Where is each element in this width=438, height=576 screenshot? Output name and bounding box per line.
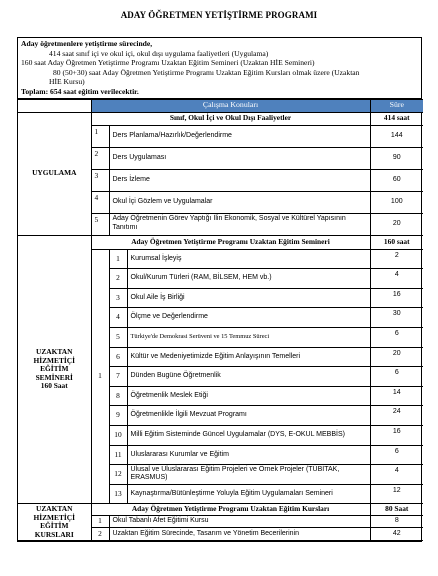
seminer-heading: Aday Öğretmen Yetiştirme Programı Uzaktan Eğitim Semineri <box>91 235 370 249</box>
row-hours: 20 <box>370 213 423 235</box>
row-text: Öğretmenlik Meslek Etiği <box>127 386 370 406</box>
row-hours: 60 <box>370 169 423 191</box>
uygulama-label: UYGULAMA <box>18 112 91 235</box>
row-text: Kültür ve Medeniyetimizde Eğitim Anlayışının Temelleri <box>127 347 370 367</box>
row-hours: 4 <box>370 269 423 289</box>
row-no: 13 <box>109 484 127 504</box>
row-no: 1 <box>91 516 109 528</box>
header-topics: Çalışma Konuları <box>91 99 370 112</box>
seminer-label <box>18 235 91 504</box>
row-hours: 16 <box>370 425 423 445</box>
row-hours: 16 <box>370 288 423 308</box>
row-no: 5 <box>109 327 127 347</box>
row-hours: 6 <box>370 327 423 347</box>
intro-line-2: 160 saat Aday Öğretmen Yetiştirme Programı Uzaktan Eğitim Semineri (Uzaktan HİE Semineri) <box>21 58 315 68</box>
kurs-label-line: UZAKTAN <box>36 504 73 514</box>
intro-line-4: HİE Kursu) <box>49 77 85 87</box>
uygulama-heading: Sınıf, Okul İçi ve Okul Dışı Faaliyetler <box>91 112 370 125</box>
seminer-total: 160 saat <box>370 235 423 249</box>
row-text: Aday Öğretmenin Görev Yaptığı İlin Ekonomik, Sosyal ve Kültürel Yapısının Tanıtımı <box>109 213 370 235</box>
row-hours: 20 <box>370 347 423 367</box>
row-text: Okul İçi Gözlem ve Uygulamalar <box>109 191 370 213</box>
seminer-label-line: SEMİNERİ <box>35 372 73 382</box>
intro-line-3: 80 (50+30) saat Aday Öğretmen Yetiştirme Programı Uzaktan Eğitim Kursları olmak üzere (Uzaktan <box>53 67 360 77</box>
row-text: Okul Tabanlı Afet Eğitimi Kursu <box>109 516 370 528</box>
row-hours: 4 <box>370 465 423 485</box>
row-no: 8 <box>109 386 127 406</box>
row-text: Ders Planlama/Hazırlık/Değerlendirme <box>109 125 370 147</box>
row-no: 3 <box>91 169 109 191</box>
row-no: 1 <box>91 125 109 147</box>
row-hours: 2 <box>370 249 423 269</box>
intro-lead: Aday öğretmenlere yetiştirme sürecinde, <box>21 39 153 48</box>
row-hours: 100 <box>370 191 423 213</box>
program-frame <box>17 37 422 542</box>
row-no: 6 <box>109 347 127 367</box>
kurs-heading: Aday Öğretmen Yetiştirme Programı Uzaktan Eğitim Kursları <box>91 504 370 516</box>
row-no: 3 <box>109 288 127 308</box>
row-no: 2 <box>109 269 127 289</box>
row-no: 7 <box>109 367 127 387</box>
kurs-label-line: HİZMETİÇİ <box>33 512 75 522</box>
seminer-label-line: EĞİTİM <box>40 364 69 374</box>
kurs-total: 80 Saat <box>370 504 423 516</box>
row-text: Ders İzleme <box>109 169 370 191</box>
row-text: Kurumsal İşleyiş <box>127 249 370 269</box>
row-no: 12 <box>109 465 127 485</box>
seminer-label-line: UZAKTAN <box>36 346 73 356</box>
row-hours: 42 <box>370 528 423 541</box>
page-title: ADAY ÖĞRETMEN YETİŞTİRME PROGRAMI <box>120 10 318 20</box>
row-text: Öğretmenlikle İlgili Mevzuat Programı <box>127 406 370 426</box>
row-hours: 8 <box>370 516 423 528</box>
uygulama-total: 414 saat <box>370 112 423 125</box>
intro-block <box>18 38 421 99</box>
row-hours: 24 <box>370 406 423 426</box>
row-hours: 14 <box>370 386 423 406</box>
row-hours: 6 <box>370 367 423 387</box>
header-duration: Süre <box>370 99 423 112</box>
header-blank <box>18 99 91 112</box>
row-no: 4 <box>91 191 109 213</box>
program-table <box>18 99 423 542</box>
row-text: Ders Uygulaması <box>109 147 370 169</box>
row-no: 1 <box>109 249 127 269</box>
seminer-label-line: 160 Saat <box>40 381 68 391</box>
row-text: Uluslararası Kurumlar ve Eğitim <box>127 445 370 465</box>
row-hours: 6 <box>370 445 423 465</box>
row-no: 9 <box>109 406 127 426</box>
intro-line-1: 414 saat sınıf içi ve okul içi, okul dışı uygulama faaliyetleri (Uygulama) <box>49 48 269 58</box>
row-text: Ulusal ve Uluslararası Eğitim Projeleri ve Örnek Projeler (TÜBİTAK, ERASMUS) <box>127 465 370 485</box>
kurs-label-line: KURSLARI <box>34 529 74 539</box>
row-text: Okul Aile İş Birliği <box>127 288 370 308</box>
row-no: 2 <box>91 528 109 541</box>
row-no: 11 <box>109 445 127 465</box>
seminer-label-line: HİZMETİÇİ <box>33 355 75 365</box>
seminer-group-no: 1 <box>91 249 109 504</box>
row-no: 5 <box>91 213 109 235</box>
row-text: Okul/Kurum Türleri (RAM, BİLSEM, HEM vb.) <box>127 269 370 289</box>
row-hours: 90 <box>370 147 423 169</box>
kurs-label <box>18 504 91 541</box>
row-text: Ölçme ve Değerlendirme <box>127 308 370 328</box>
row-text: Dünden Bugüne Öğretmenlik <box>127 367 370 387</box>
row-no: 4 <box>109 308 127 328</box>
intro-total: Toplam: 654 saat eğitim verilecektir. <box>21 86 139 96</box>
row-hours: 144 <box>370 125 423 147</box>
row-text: Uzaktan Eğitim Sürecinde, Tasarım ve Yönetim Becerilerinin <box>109 528 370 541</box>
row-text: Milli Eğitim Sisteminde Güncel Uygulamalar (DYS, E-OKUL MEBBİS) <box>127 425 370 445</box>
row-no: 2 <box>91 147 109 169</box>
row-hours: 12 <box>370 484 423 504</box>
kurs-label-line: EĞİTİM <box>40 521 69 531</box>
row-hours: 30 <box>370 308 423 328</box>
row-text: Kaynaştırma/Bütünleştirme Yoluyla Eğitim Uygulamaları Semineri <box>127 484 370 504</box>
row-text: Türkiye'de Demokrasi Serüveni ve 15 Temmuz Süreci <box>127 327 370 347</box>
row-no: 10 <box>109 425 127 445</box>
